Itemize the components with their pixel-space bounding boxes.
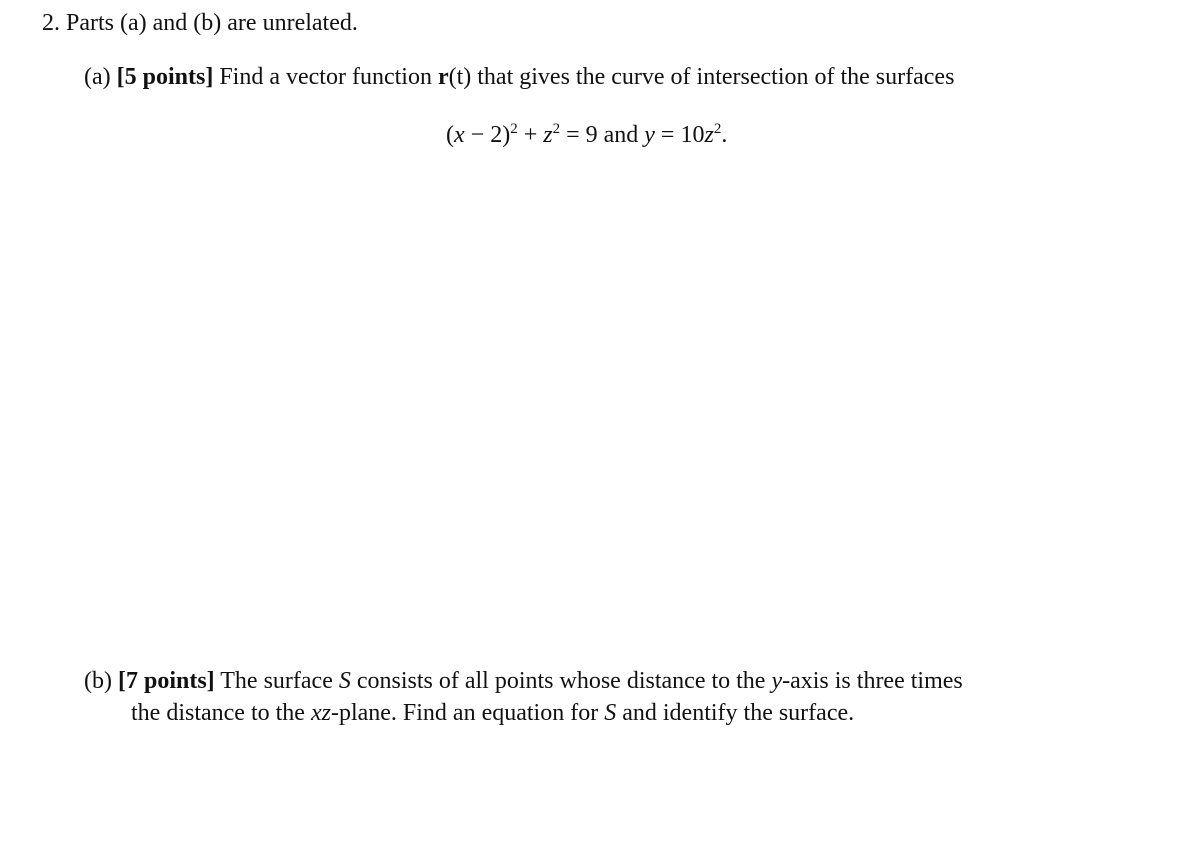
part-b-points: [7 points] (117, 668, 215, 694)
problem-heading (42, 8, 358, 38)
surfaces-equation: $(x - 2)^2 + z^2 = 9$ and $y = 10z^2$. (446, 121, 728, 148)
problem-number: 2. (42, 10, 60, 36)
part-b-line-2: the distance to the xz-plane. Find an equation for S and identify the surface. (131, 700, 855, 726)
part-a-points: [5 points] (116, 64, 214, 90)
part-a-text-after: that gives the curve of intersection of the surfaces (477, 64, 955, 90)
vector-r: r (437, 64, 449, 90)
vector-arg: (t) (448, 64, 472, 90)
part-b-line-1: (b) [7 points] The surface S consists of all points whose distance to the y-axis is three times (84, 668, 963, 694)
part-a-prompt (84, 62, 954, 92)
part-a-text-before: Find a vector function (219, 64, 432, 90)
problem-intro: Parts (a) and (b) are unrelated. (66, 10, 358, 36)
part-b-label: (b) (84, 668, 112, 694)
part-a-label: (a) (84, 64, 111, 90)
